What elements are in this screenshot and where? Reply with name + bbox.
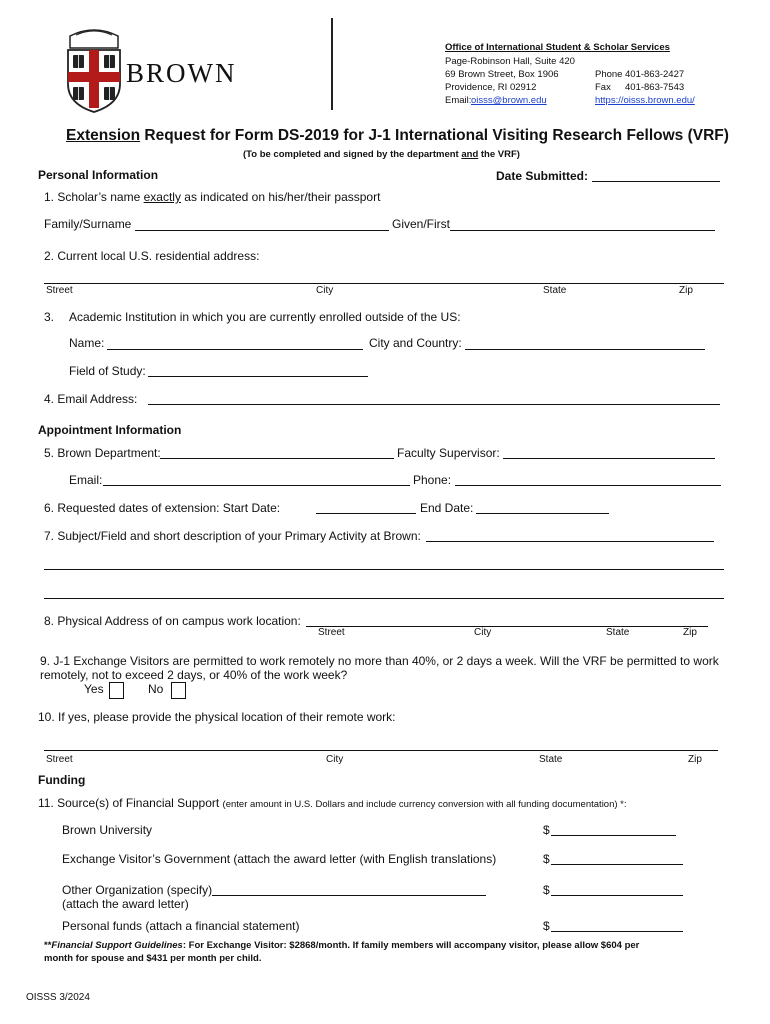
city-country-label: City and Country:	[369, 336, 462, 350]
appt-email-field[interactable]	[103, 471, 410, 486]
activity-field-2[interactable]	[44, 569, 724, 570]
given-field[interactable]	[450, 216, 715, 231]
funding-brown-label: Brown University	[62, 823, 153, 837]
personal-heading: Personal Information	[38, 168, 159, 182]
funding-gov-dollar: $	[543, 852, 550, 866]
office-name: Office of International Student & Scholar Services	[445, 42, 670, 53]
funding-personal-field[interactable]	[551, 917, 683, 932]
office-address-1: Page-Robinson Hall, Suite 420	[445, 56, 575, 67]
fax-number: 401-863-7543	[625, 82, 685, 93]
q11-label: 11. Source(s) of Financial Support (enter amount in U.S. Dollars and include currency conversion with all funding documentation) *:	[38, 796, 627, 810]
q3-label: Academic Institution in which you are currently enrolled outside of the US:	[69, 310, 461, 324]
funding-other-specify-field[interactable]	[212, 881, 486, 896]
city-country-field[interactable]	[465, 335, 705, 350]
date-submitted-field[interactable]	[592, 167, 720, 182]
department-field[interactable]	[160, 444, 394, 459]
date-submitted-label: Date Submitted:	[496, 169, 589, 183]
office-email-label: Email:	[445, 95, 472, 106]
remote-street-label: Street	[46, 754, 73, 765]
fax-label: Fax	[595, 82, 611, 93]
brown-crest-icon	[64, 26, 124, 114]
funding-other-label: Other Organization (specify)	[62, 883, 213, 897]
phone-number: 401-863-2427	[625, 69, 685, 80]
faculty-label: Faculty Supervisor:	[397, 446, 500, 460]
q5-label: 5. Brown Department:	[44, 446, 161, 460]
end-date-label: End Date:	[420, 501, 474, 515]
q6-label: 6. Requested dates of extension: Start Date:	[44, 501, 281, 515]
title-extension: Extension	[66, 127, 141, 144]
end-date-field[interactable]	[476, 499, 609, 514]
no-label: No	[148, 682, 164, 696]
office-address-3: Providence, RI 02912	[445, 82, 537, 93]
residential-address-field[interactable]	[44, 269, 724, 284]
q2-label: 2. Current local U.S. residential address:	[44, 249, 260, 263]
form-title	[66, 127, 729, 145]
phone-label: Phone	[595, 69, 623, 80]
email-address-field[interactable]	[148, 390, 720, 405]
funding-personal-label: Personal funds (attach a financial statement)	[62, 919, 300, 933]
funding-other-dollar: $	[543, 883, 550, 897]
appt-phone-label: Phone:	[413, 473, 452, 487]
q9-line-2: remotely, not to exceed 2 days, or 40% of the work week?	[40, 668, 348, 682]
header-divider	[331, 18, 333, 110]
funding-gov-field[interactable]	[551, 850, 683, 865]
remote-city-label: City	[326, 754, 344, 765]
yes-checkbox[interactable]	[109, 682, 124, 699]
no-checkbox[interactable]	[171, 682, 186, 699]
q8-label: 8. Physical Address of on campus work location:	[44, 614, 301, 628]
funding-brown-dollar: $	[543, 823, 550, 837]
remote-address-field[interactable]	[44, 736, 718, 751]
brand-wordmark: BROWN	[126, 58, 237, 88]
campus-address-field[interactable]	[306, 612, 708, 627]
yes-label: Yes	[84, 682, 104, 696]
given-label: Given/First	[392, 217, 451, 231]
funding-brown-field[interactable]	[551, 821, 676, 836]
field-study-field[interactable]	[148, 362, 368, 377]
appt-email-label: Email:	[69, 473, 103, 487]
activity-field-1[interactable]	[426, 527, 714, 542]
form-code: OISSS 3/2024	[26, 992, 90, 1003]
institution-name-label: Name:	[69, 336, 105, 350]
funding-other-note: (attach the award letter)	[62, 897, 189, 911]
q7-label: 7. Subject/Field and short description of your Primary Activity at Brown:	[44, 529, 421, 543]
funding-personal-dollar: $	[543, 919, 550, 933]
campus-city-label: City	[474, 627, 492, 638]
res-zip-label: Zip	[679, 285, 693, 296]
res-city-label: City	[316, 285, 334, 296]
office-address-2: 69 Brown Street, Box 1906	[445, 69, 559, 80]
financial-guidelines-note: **Financial Support Guidelines: For Exchange Visitor: $2868/month. If family members will accompany visitor, please allow $604 per	[44, 940, 640, 951]
website-link[interactable]: https://oisss.brown.edu/	[595, 95, 695, 106]
family-label: Family/Surname	[44, 217, 132, 231]
remote-zip-label: Zip	[688, 754, 702, 765]
office-email-link[interactable]: oisss@brown.edu	[471, 95, 547, 106]
family-field[interactable]	[135, 216, 389, 231]
field-study-label: Field of Study:	[69, 364, 146, 378]
brown-logo	[64, 26, 124, 114]
campus-street-label: Street	[318, 627, 345, 638]
funding-other-field[interactable]	[551, 881, 683, 896]
activity-field-3[interactable]	[44, 598, 724, 599]
res-state-label: State	[543, 285, 567, 296]
remote-state-label: State	[539, 754, 563, 765]
q4-label: 4. Email Address:	[44, 392, 138, 406]
institution-name-field[interactable]	[107, 335, 363, 350]
start-date-field[interactable]	[316, 499, 416, 514]
funding-heading: Funding	[38, 773, 86, 787]
title-rest: Request for Form DS-2019 for J-1 International Visiting Research Fellows (VRF)	[140, 127, 729, 144]
q1-label: 1. Scholar’s name exactly as indicated on his/her/their passport	[44, 190, 381, 204]
faculty-field[interactable]	[503, 444, 715, 459]
q9-line-1: 9. J-1 Exchange Visitors are permitted to work remotely no more than 40%, or 2 days a week. Will the VRF be permitted to work	[40, 654, 719, 668]
q10-label: 10. If yes, please provide the physical location of their remote work:	[38, 710, 396, 724]
campus-zip-label: Zip	[683, 627, 697, 638]
q3-number: 3.	[44, 310, 55, 324]
financial-guidelines-note-2: month for spouse and $431 per month per child.	[44, 953, 262, 964]
campus-state-label: State	[606, 627, 630, 638]
res-street-label: Street	[46, 285, 73, 296]
appointment-heading: Appointment Information	[38, 423, 182, 437]
funding-gov-label: Exchange Visitor’s Government (attach the award letter (with English translations)	[62, 852, 497, 866]
appt-phone-field[interactable]	[455, 471, 721, 486]
form-subtitle: (To be completed and signed by the department and the VRF)	[243, 149, 520, 160]
